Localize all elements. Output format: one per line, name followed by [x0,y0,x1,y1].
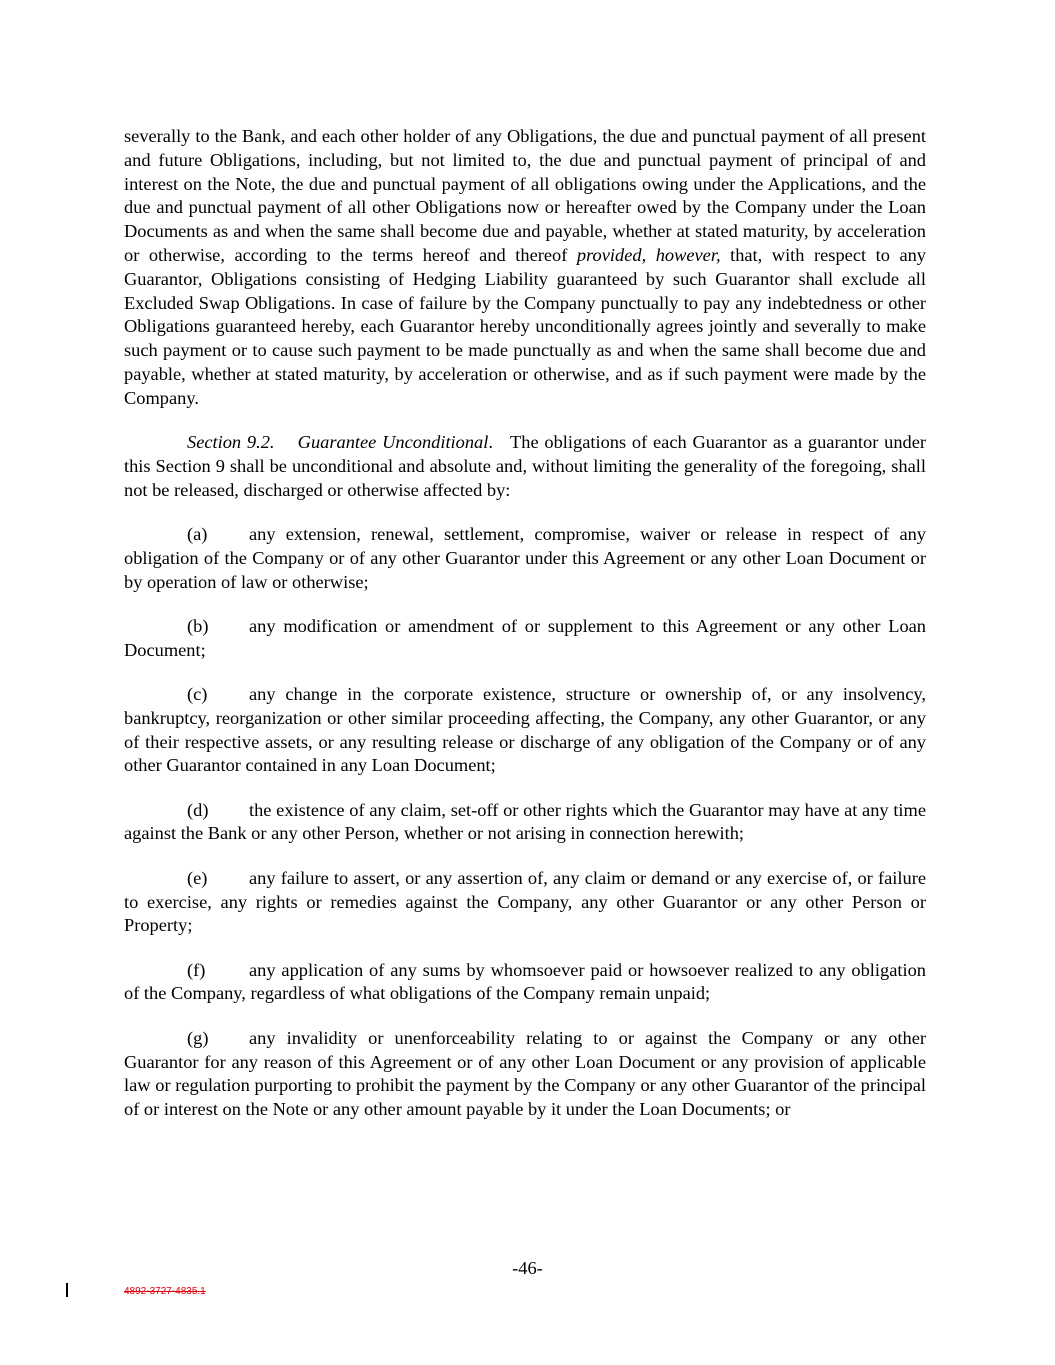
revision-change-bar [66,1283,68,1297]
clause-text: any modification or amendment of or supplement to this Agreement or any other Loan Document; [124,615,926,660]
page-number: -46- [512,1258,543,1278]
document-id: 4892-3727-4835.1 [124,1286,206,1297]
clause-e [124,867,926,938]
clause-c [124,683,926,778]
paragraph-guarantee-continuation [124,125,926,411]
clause-text: any invalidity or unenforceability relating to or against the Company or any other Guarantor for any reason of this Agreement or of any other Loan Document or any provision of applicable law or regulation purporting to prohibit the payment by the Company or any other Guarantor of the principal of or interest on the Note or any other amount payable by it under the Loan Documents; or [124,1027,926,1120]
clause-a [124,523,926,594]
clause-g [124,1027,926,1122]
section-intro: The obligations of each Guarantor as a guarantor under this Section 9 shall be unconditional and absolute and, without limiting the generality of the foregoing, shall not be released, discharged or otherwise affected by: [124,432,927,500]
document-body [124,125,926,1142]
clause-d [124,799,926,847]
clause-text: any application of any sums by whomsoever paid or howsoever realized to any obligation of the Company, regardless of what obligations of the Company remain unpaid; [124,959,926,1004]
clause-label: (f) [187,959,206,980]
section-number: Section 9.2. [187,432,275,453]
clause-label: (c) [187,683,208,704]
clause-label: (g) [187,1027,209,1048]
clause-text: any extension, renewal, settlement, compromise, waiver or release in respect of any obligation of the Company or of any other Guarantor under this Agreement or any other Loan Document or by operation of law or otherwise; [124,523,926,592]
clause-f [124,959,926,1007]
clause-text: any failure to assert, or any assertion of, any claim or demand or any exercise of, or failure to exercise, any rights or remedies against the Company, any other Guarantor or any other Person or Property; [124,867,926,936]
clause-b [124,615,926,663]
clause-label: (d) [187,799,209,820]
paragraph-text-tail: that, with respect to any Guarantor, Obligations consisting of Hedging Liability guaranteed by such Guarantor shall exclude all Excluded Swap Obligations. In case of failure by the Company punctually to pay any indebtedness or other Obligations guaranteed hereby, each Guarantor hereby unconditionally agrees jointly and severally to make such payment or to cause such payment to be made punctually as and when the same shall become due and payable, whether at stated maturity, by acceleration or otherwise, and as if such payment were made by the Company. [124,244,926,408]
clause-text: the existence of any claim, set-off or other rights which the Guarantor may have at any time against the Bank or any other Person, whether or not arising in connection herewith; [124,799,926,844]
section-title: Guarantee Unconditional [297,432,489,453]
paragraph-text: severally to the Bank, and each other holder of any Obligations, the due and punctual payment of all present and future Obligations, including, but not limited to, the due and punctual payment of principal of and interest on the Note, the due and punctual payment of all obligations owing under the Applications, and the due and punctual payment of all other Obligations now or hereafter owed by the Company under the Loan Documents as and when the same shall become due and payable, whether at stated maturity, by acceleration or otherwise, according to the terms hereof and thereof [124,126,926,265]
clause-label: (b) [187,615,209,636]
clause-label: (e) [187,867,208,888]
section-9-2-paragraph: Section 9.2. Guarantee Unconditional. The obligations of each Guarantor as a guarantor under this Section 9 shall be unconditional and absolute and, without limiting the generality of the foregoing, shall not be released, discharged or otherwise affected by: [124,432,927,500]
italic-phrase: provided, however, [576,244,721,265]
clause-label: (a) [187,523,208,544]
clause-text: any change in the corporate existence, structure or ownership of, or any insolvency, bankruptcy, reorganization or other similar proceeding affecting, the Company, any other Guarantor, or any of their respective assets, or any resulting release or discharge of any obligation of the Company or of any other Guarantor contained in any Loan Document; [124,683,926,776]
